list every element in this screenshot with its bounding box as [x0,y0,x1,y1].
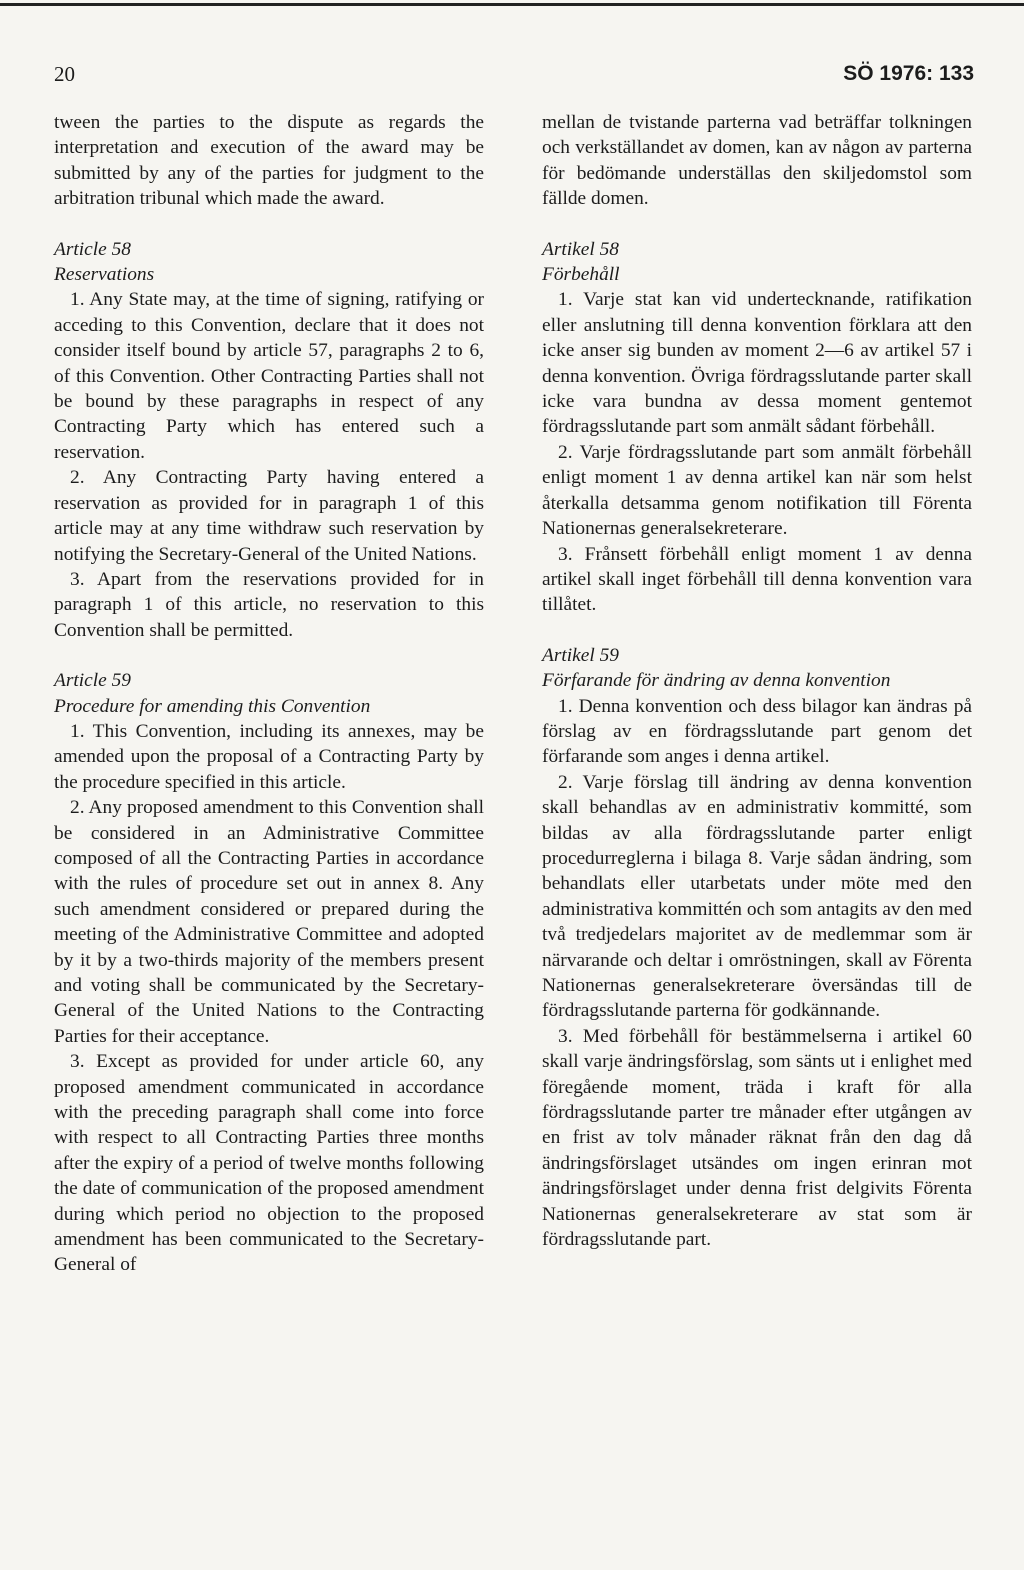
english-intro: tween the parties to the dispute as regards the interpretation and execution of the award may be submitted by any of the parties for judgment to the arbitration tribunal which made the award. [54,112,484,210]
article-58-para-2: 2. Any Contracting Party having entered a reservation as provided for in paragraph 1 of this article may at any time withdraw such reservation by notifying the Secretary-General of the United Nations. [54,467,484,565]
article-59-para-1: 1. This Convention, including its annexes, may be amended upon the proposal of a Contracting Party by the procedure specified in this article. [54,720,484,793]
swedish-intro: mellan de tvistande parterna vad beträffar tolkningen och verkställandet av domen, kan av någon av parterna för bedömande underställas den skiljedomstol som fällde domen. [542,112,972,210]
article-59-subtitle: Procedure for amending this Convention [54,695,371,717]
article-59-para-2: 2. Any proposed amendment to this Convention shall be considered in an Administrative Committee composed of all the Contracting Parties in accordance with the rules of procedure set out in annex 8. Any such amendment considered or prepared during the meeting of the Administrative Committee and adopted by it by a two-thirds majority of the members present and voting shall be communicated by the Secretary-General of the United Nations to the Contracting Parties for their acceptance. [54,797,484,1047]
english-column [54,110,484,1278]
artikel-58-subtitle: Förbehåll [542,264,620,286]
artikel-59-title: Artikel 59 [542,644,620,666]
page-number: 20 [54,62,75,86]
artikel-59-para-3: 3. Med förbehåll för bestämmelserna i artikel 60 skall varje ändringsförslag, som sänts ut i enlighet med föregående moment, träda i kraft för alla fördragsslutande parter tre månader efter utgången av en frist av tolv månader räknat från den dag då ändringsförslaget utsändes om ingen erinran mot ändringsförslaget under denna frist delgivits Förenta Nationernas generalsekreterare av stat som är fördragsslutande part. [542,1025,972,1251]
article-58-title: Article 58 [54,238,132,260]
artikel-58-title: Artikel 58 [542,238,620,260]
artikel-58-para-3: 3. Frånsett förbehåll enligt moment 1 av denna artikel skall inget förbehåll till denna konvention vara tillåtet. [542,543,972,616]
article-58-para-1: 1. Any State may, at the time of signing, ratifying or acceding to this Convention, declare that it does not consider itself bound by article 57, paragraphs 2 to 6, of this Convention. Other Contracting Parties shall not be bound by these paragraphs in respect of any Contracting Party which has entered such a reservation. [54,289,484,463]
article-59-para-3: 3. Except as provided for under article 60, any proposed amendment communicated in accordance with the preceding paragraph shall come into force with respect to all Contracting Parties three months after the expiry of a period of twelve months following the date of communication of the proposed amendment during which period no objection to the proposed amendment has been communicated to the Secretary-General of [54,1051,484,1276]
article-59-title: Article 59 [54,670,132,692]
article-58-subtitle: Reservations [54,264,155,286]
artikel-58-para-1: 1. Varje stat kan vid undertecknande, ratifikation eller anslutning till denna konvention förklara att den icke anser sig bunden av moment 2—6 av artikel 57 i denna konvention. Övriga fördragsslutande parter skall icke vara bundna av dessa moment gentemot fördragsslutande part som anmält sådant förbehåll. [542,289,972,438]
document-reference: SÖ 1976: 133 [843,62,974,85]
page-header [54,62,974,92]
top-rule [0,3,1024,6]
artikel-59-para-2: 2. Varje förslag till ändring av denna konvention skall behandlas av en administrativ kommitté, som bildas av alla fördragsslutande parter enligt procedurreglerna i bilaga 8. Varje sådan ändring, som behandlats eller utarbetats under möte med den administrativa kommittén och som antagits av den med två tredjedelars majoritet av de medlemmar som är närvarande och deltar i omröstningen, skall av Förenta Nationernas generalsekreterare översändas till de fördragsslutande parterna för godkännande. [542,771,972,1022]
artikel-58-para-2: 2. Varje fördragsslutande part som anmält förbehåll enligt moment 1 av denna artikel kan när som helst återkalla detsamma genom notifikation till Förenta Nationernas generalsekreterare. [542,441,972,540]
article-58-para-3: 3. Apart from the reservations provided for in paragraph 1 of this article, no reservation to this Convention shall be permitted. [54,568,484,641]
artikel-59-subtitle: Förfarande för ändring av denna konvention [542,670,891,692]
artikel-59-para-1: 1. Denna konvention och dess bilagor kan ändras på förslag av en fördragsslutande part genom det förfarande som anges i denna artikel. [542,695,972,768]
swedish-column [542,110,972,1252]
